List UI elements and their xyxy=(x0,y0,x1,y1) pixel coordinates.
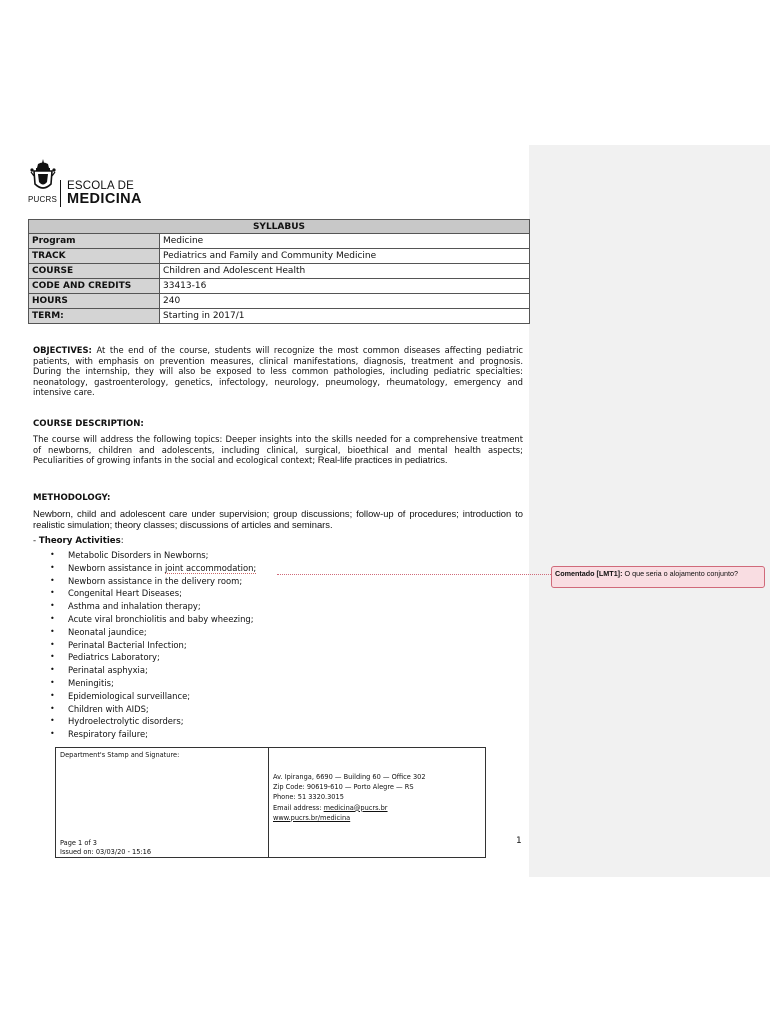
phone: Phone: 51 3320.3015 xyxy=(273,793,344,802)
row-value: 240 xyxy=(160,294,530,309)
row-key: CODE AND CREDITS xyxy=(29,279,160,294)
zip-code: Zip Code: 90619-610 — Porto Alegre — RS xyxy=(273,783,414,792)
stamp-label: Department's Stamp and Signature: xyxy=(60,751,180,759)
pucrs-wordmark: PUCRS xyxy=(28,195,58,204)
website-link[interactable]: www.pucrs.br/medicina xyxy=(273,813,351,822)
list-item: • Neonatal jaundice; xyxy=(48,626,256,639)
issued-on: Issued on: 03/03/20 - 15:16 xyxy=(60,848,152,856)
list-item: • Metabolic Disorders in Newborns; xyxy=(48,549,256,562)
commented-text[interactable]: joint accommodation; xyxy=(164,562,257,573)
course-description-heading: COURSE DESCRIPTION: xyxy=(33,419,144,429)
comment-text: O que seria o alojamento conjunto? xyxy=(622,569,738,578)
footer-stamp-cell xyxy=(56,748,269,858)
subhead-prefix: - xyxy=(33,536,39,546)
list-item: • Newborn assistance in the delivery room; xyxy=(48,575,256,588)
list-item: • Meningitis; xyxy=(48,677,256,690)
methodology-text: Newborn, child and adolescent care under supervision; group discussions; follow-up of procedures; introduction to realistic simulation; theory classes; discussions of articles and seminars. xyxy=(33,508,523,530)
list-item: • Congenital Heart Diseases; xyxy=(48,587,256,600)
row-key: TRACK xyxy=(29,249,160,264)
list-item: • Perinatal Bacterial Infection; xyxy=(48,639,256,652)
comment-balloon[interactable] xyxy=(551,566,765,588)
list-item: • Hydroelectrolytic disorders; xyxy=(48,715,256,728)
list-item: • Epidemiological surveillance; xyxy=(48,690,256,703)
logo-escola-de: ESCOLA DE xyxy=(67,180,134,192)
row-value: Starting in 2017/1 xyxy=(160,309,530,324)
row-key: TERM: xyxy=(29,309,160,324)
course-description-text: The course will address the following topics: Deeper insights into the skills needed for a comprehensive treatment of newborns, children and adolescents, including clinical, surgical, bioethical and mental health aspects; Peculiarities of growing infants in the social and ecological context; xyxy=(33,434,523,466)
list-item xyxy=(48,562,256,575)
page-number: 1 xyxy=(516,836,522,846)
row-value: Medicine xyxy=(160,234,530,249)
pucrs-logo xyxy=(28,158,168,210)
theory-activities-heading xyxy=(33,536,124,546)
row-value: Children and Adolescent Health xyxy=(160,264,530,279)
theory-activities-list xyxy=(48,549,256,741)
objectives-paragraph xyxy=(33,345,523,398)
row-key: HOURS xyxy=(29,294,160,309)
list-item: • Respiratory failure; xyxy=(48,728,256,741)
syllabus-row-program xyxy=(29,234,530,249)
syllabus-row-code xyxy=(29,279,530,294)
list-item: • Asthma and inhalation therapy; xyxy=(48,600,256,613)
subhead-suffix: : xyxy=(120,536,124,546)
methodology-heading: METHODOLOGY: xyxy=(33,493,111,503)
row-value: 33413-16 xyxy=(160,279,530,294)
list-item: • Pediatrics Laboratory; xyxy=(48,651,256,664)
footer-table xyxy=(55,747,486,858)
list-item: • Children with AIDS; xyxy=(48,703,256,716)
address: Av. Ipiranga, 6690 — Building 60 — Office 302 xyxy=(273,773,426,781)
page-count: Page 1 of 3 xyxy=(60,839,97,847)
syllabus-row-hours xyxy=(29,294,530,309)
email-line xyxy=(273,803,481,813)
logo-divider xyxy=(60,180,61,207)
list-item-text: Newborn assistance in xyxy=(68,562,165,573)
syllabus-table xyxy=(28,219,530,324)
objectives-label: OBJECTIVES: xyxy=(33,345,92,355)
email-label: Email address: xyxy=(273,803,324,812)
syllabus-row-course xyxy=(29,264,530,279)
syllabus-row-track xyxy=(29,249,530,264)
syllabus-row-term xyxy=(29,309,530,324)
list-item: • Acute viral bronchiolitis and baby wheezing; xyxy=(48,613,256,626)
objectives-text: At the end of the course, students will recognize the most common diseases affecting pediatric patients, with emphasis on prevention measures, clinical manifestations, diagnosis, treatment and prognosis. During the internship, they will also be exposed to less common pathologies, including pediatric specialties: neonatology, gastroenterology, genetics, infectology, neurology, pneumology, rheumatology, emergency and intensive care. xyxy=(33,345,523,398)
syllabus-title: SYLLABUS xyxy=(29,220,530,234)
row-key: Program xyxy=(29,234,160,249)
logo-medicina: MEDICINA xyxy=(67,191,142,207)
row-key: COURSE xyxy=(29,264,160,279)
list-item: • Perinatal asphyxia; xyxy=(48,664,256,677)
email-link[interactable]: medicina@pucrs.br xyxy=(323,803,388,812)
comment-author: Comentado [LMT1]: xyxy=(555,569,623,578)
course-description-tail: Real-life practices in pediatrics. xyxy=(315,454,448,466)
subhead-label: Theory Activities xyxy=(38,536,121,546)
course-description-paragraph xyxy=(33,434,523,466)
comment-pane xyxy=(529,145,770,877)
syllabus-title-row xyxy=(29,220,530,234)
crest-icon xyxy=(28,158,58,194)
comment-connector xyxy=(277,574,551,576)
footer-contact-cell xyxy=(269,748,486,858)
row-value: Pediatrics and Family and Community Medicine xyxy=(160,249,530,264)
